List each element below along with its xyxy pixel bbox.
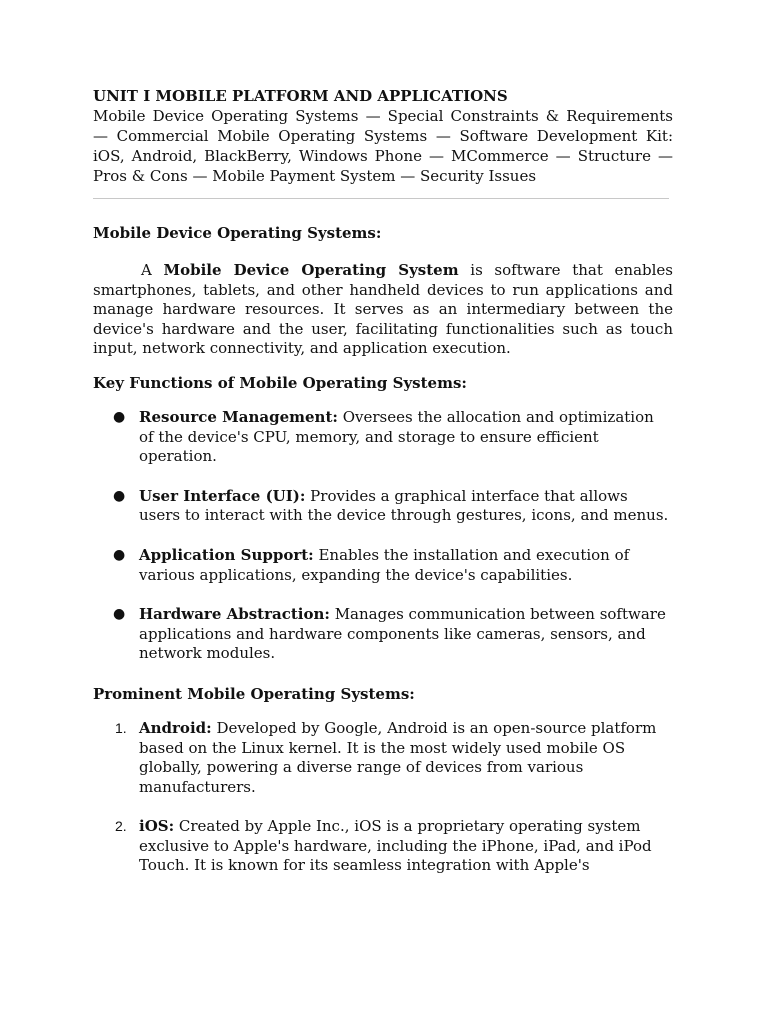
section-heading-prominent-os: Prominent Mobile Operating Systems: xyxy=(93,684,415,703)
item-number: 1. xyxy=(115,719,127,736)
mdos-intro-paragraph xyxy=(93,261,673,359)
section-heading-mdos: Mobile Device Operating Systems: xyxy=(93,224,382,242)
intro-prefix: A xyxy=(141,261,164,279)
intro-bold-term: Mobile Device Operating System xyxy=(163,261,459,279)
item-term: iOS: xyxy=(139,817,175,836)
bullet-icon: ● xyxy=(113,487,126,504)
bullet-icon: ● xyxy=(113,408,126,425)
item-term: User Interface (UI): xyxy=(139,486,306,505)
item-text: Oversees the allocation and optimization of the device's CPU, memory, and storage to ensure efficient operation. xyxy=(139,407,654,466)
item-text: Created by Apple Inc., iOS is a proprietary operating system exclusive to Apple's hardware, including the iPhone, iPad, and iPod Touch. It is known for its seamless integration with Apple's xyxy=(139,817,652,875)
item-number: 2. xyxy=(115,818,127,835)
unit-description: Mobile Device Operating Systems — Special Constraints & Requirements — Commercial Mobile Operating Systems — Software Development Kit: iOS, Android, BlackBerry, Windows Phone — MCommerce — Structure — Pros & Cons — Mobile Payment System — Security Issues xyxy=(93,107,673,185)
intro-rest: is software that enables smartphones, tablets, and other handheld devices to run applications and manage hardware resources. It serves as an intermediary between the device's hardware and the user, facilitating functionalities such as touch input, network connectivity, and application execution. xyxy=(93,261,673,358)
prominent-os-list xyxy=(93,719,673,876)
horizontal-divider xyxy=(93,198,669,199)
list-item xyxy=(93,487,673,526)
item-text: Provides a graphical interface that allows users to interact with the device through gestures, icons, and menus. xyxy=(139,486,669,525)
list-item xyxy=(93,719,673,797)
item-term: Resource Management: xyxy=(139,407,338,426)
bullet-icon: ● xyxy=(113,546,126,563)
bullet-icon: ● xyxy=(113,606,126,623)
section-heading-key-functions: Key Functions of Mobile Operating Systems: xyxy=(93,373,467,392)
item-text: Manages communication between software applications and hardware components like cameras, sensors, and network modules. xyxy=(139,605,666,663)
key-functions-list xyxy=(93,408,673,664)
item-text: Enables the installation and execution of various applications, expanding the device's capabilities. xyxy=(139,545,630,584)
item-term: Android: xyxy=(139,718,212,737)
list-item xyxy=(93,605,673,664)
item-text: Developed by Google, Android is an open-source platform based on the Linux kernel. It is the most widely used mobile OS globally, powering a diverse range of devices from various manufacturers. xyxy=(139,718,657,796)
item-term: Hardware Abstraction: xyxy=(139,605,330,624)
list-item xyxy=(93,546,673,585)
list-item xyxy=(93,408,673,467)
unit-title: UNIT I MOBILE PLATFORM AND APPLICATIONS xyxy=(93,87,508,105)
list-item xyxy=(93,817,673,876)
page-content xyxy=(93,86,673,896)
item-term: Application Support: xyxy=(139,545,314,564)
